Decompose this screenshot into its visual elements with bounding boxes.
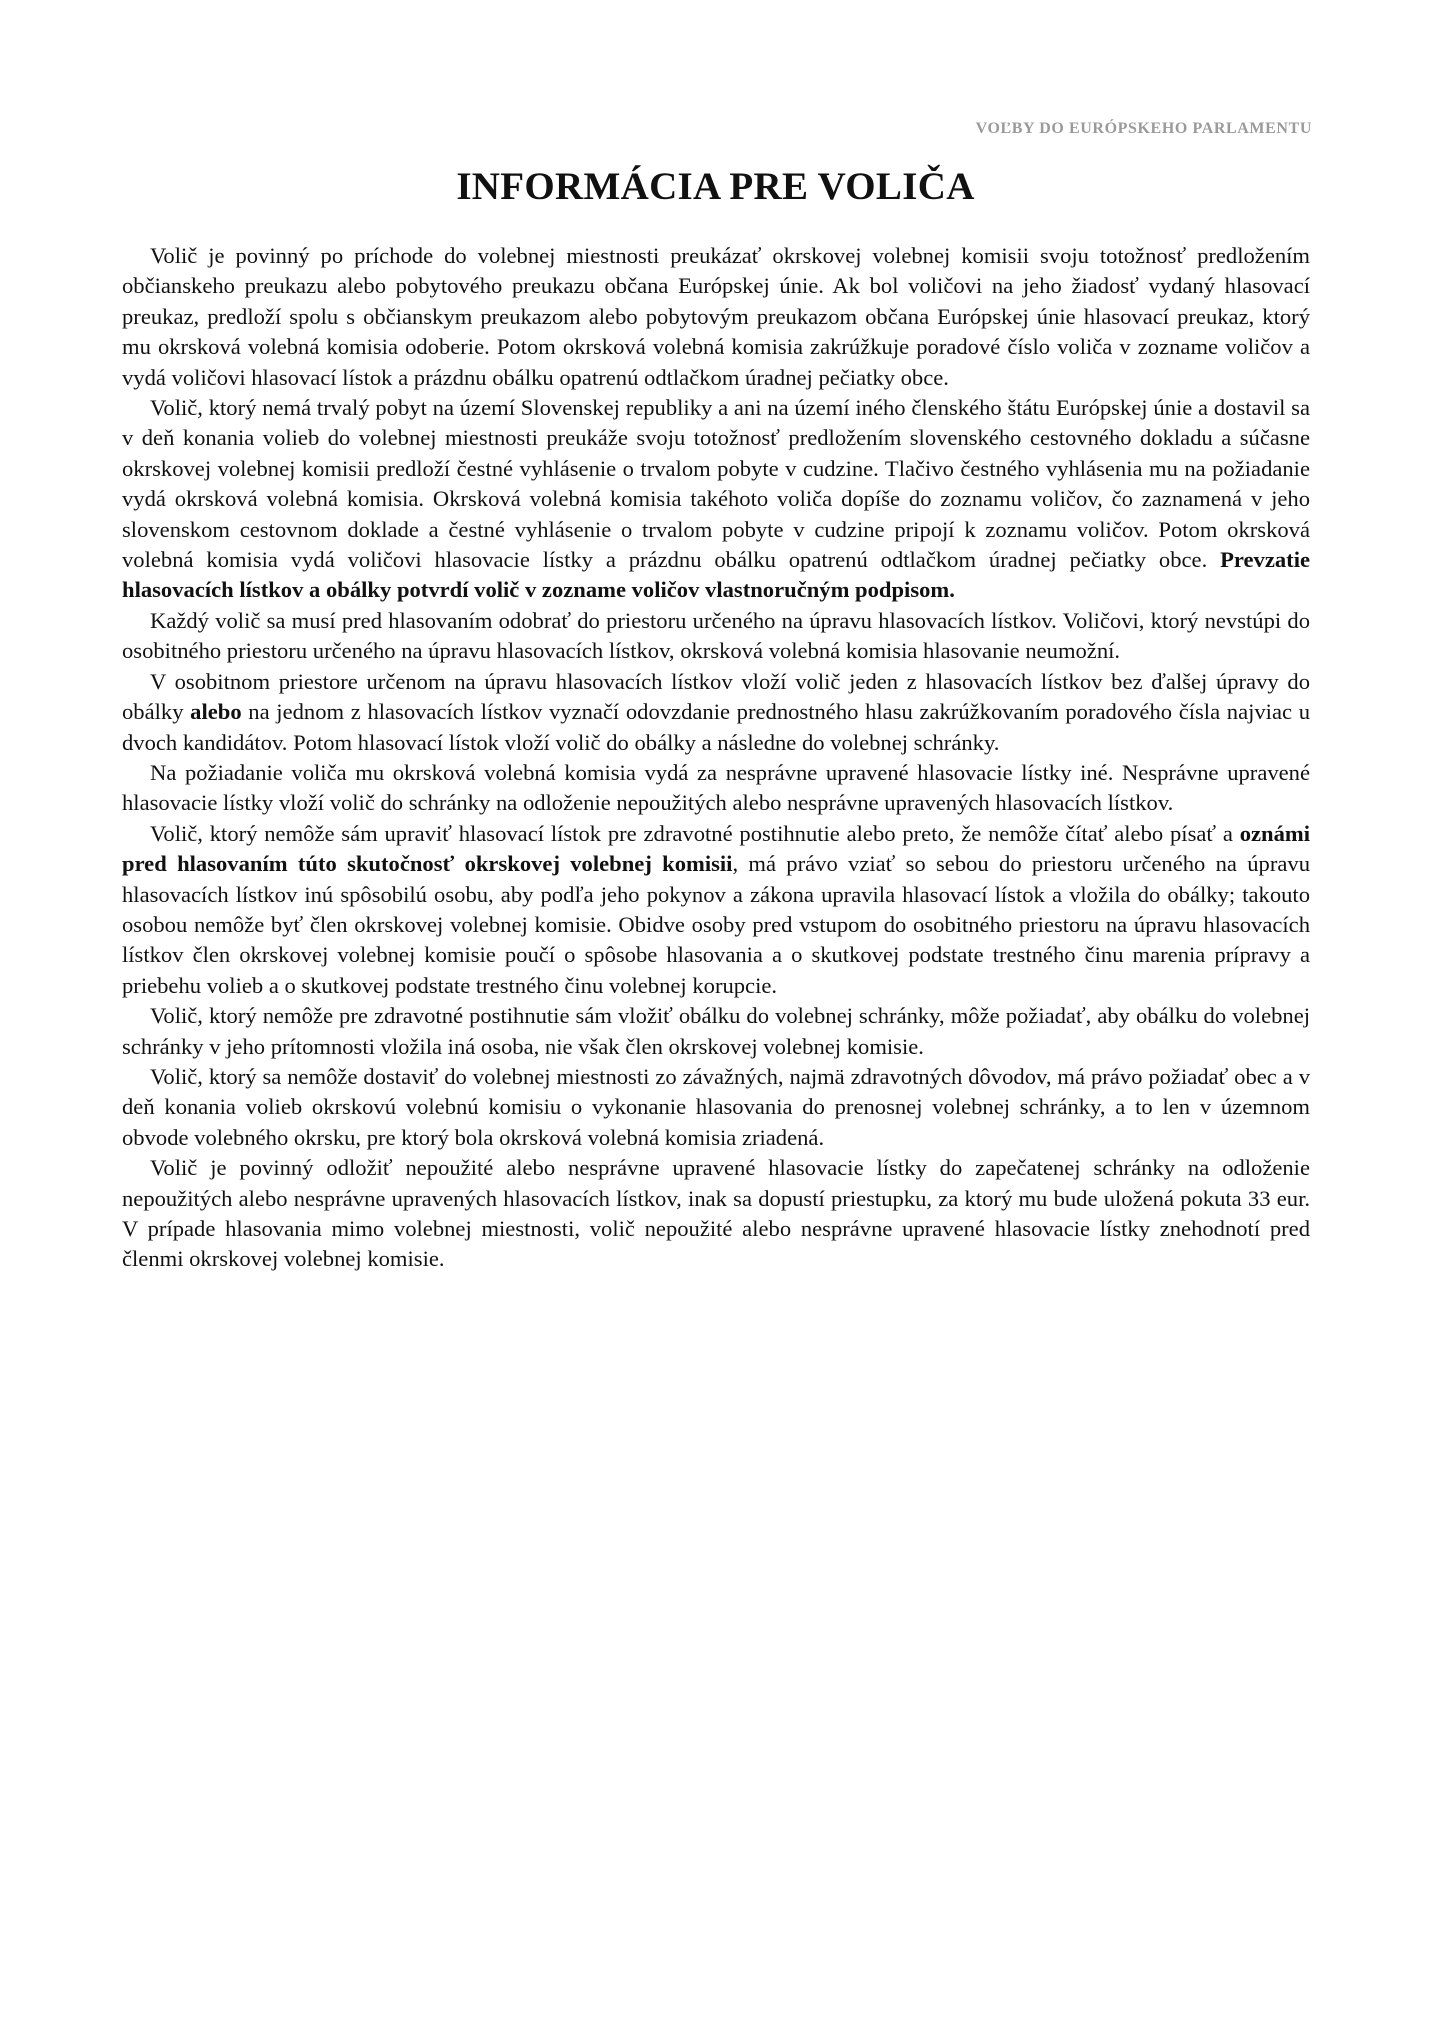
text-run: Na požiadanie voliča mu okrsková volebná komisia vydá za nesprávne upravené hlasovacie lístky iné. Nesprávne upravené hlasovacie lístky vloží volič do schránky na odloženie nepoužitých alebo nesprávne upravených hlasovacích lístkov. xyxy=(122,759,1310,816)
text-run: Volič, ktorý nemá trvalý pobyt na území Slovenskej republiky a ani na území iného členského štátu Európskej únie a dostavil sa v deň konania volieb do volebnej miestnosti preukáže svoju totožnosť predložením slovenského cestovného dokladu a súčasne okrskovej volebnej komisii predloží čestné vyhlásenie o trvalom pobyte v cudzine. Tlačivo čestného vyhlásenia mu na požiadanie vydá okrsková volebná komisia. Okrsková volebná komisia takéhoto voliča dopíše do zoznamu voličov, čo zaznamená v jeho slovenskom cestovnom doklade a čestné vyhlásenie o trvalom pobyte v cudzine pripojí k zoznamu voličov. Potom okrsková volebná komisia vydá voličovi hlasovacie lístky a prázdnu obálku opatrenú odtlačkom úradnej pečiatky obce. xyxy=(122,395,1310,573)
text-run: Volič je povinný odložiť nepoužité alebo nesprávne upravené hlasovacie lístky do zapečatenej schránky na odloženie nepoužitých alebo nesprávne upravených hlasovacích lístkov, inak sa dopustí priestupku, za ktorý mu bude uložená pokuta 33 eur. V prípade hlasovania mimo volebnej miestnosti, volič nepoužité alebo nesprávne upravené hlasovacie lístky znehodnotí pred členmi okrskovej volebnej komisie. xyxy=(122,1155,1310,1272)
text-run: Volič je povinný po príchode do volebnej miestnosti preukázať okrskovej volebnej komisii svoju totožnosť predložením občianskeho preukazu alebo pobytového preukazu občana Európskej únie. Ak bol voličovi na jeho žiadosť vydaný hlasovací preukaz, predloží spolu s občianskym preukazom alebo pobytovým preukazom občana Európskej únie hlasovací preukaz, ktorý mu okrsková volebná komisia odoberie. Potom okrsková volebná komisia zakrúžkuje poradové číslo voliča v zozname voličov a vydá voličovi hlasovací lístok a prázdnu obálku opatrenú odtlačkom úradnej pečiatky obce. xyxy=(122,243,1310,390)
text-run: Volič, ktorý nemôže sám upraviť hlasovací lístok pre zdravotné postihnutie alebo preto, že nemôže čítať alebo písať a xyxy=(150,820,1240,846)
page-title: INFORMÁCIA PRE VOLIČA xyxy=(456,165,975,208)
text-run: Volič, ktorý sa nemôže dostaviť do volebnej miestnosti zo závažných, najmä zdravotných dôvodov, má právo požiadať obec a v deň konania volieb okrskovú volebnú komisiu o vykonanie hlasovania do prenosnej volebnej schránky, a to len v územnom obvode volebného okrsku, pre ktorý bola okrsková volebná komisia zriadená. xyxy=(122,1063,1310,1150)
paragraph xyxy=(122,1001,1310,1062)
paragraph xyxy=(122,667,1310,758)
header-note: VOĽBY DO EURÓPSKEHO PARLAMENTU xyxy=(975,120,1312,137)
paragraph xyxy=(122,1153,1310,1275)
text-run: V osobitnom priestore určenom na úpravu hlasovacích lístkov vloží volič jeden z hlasovacích lístkov bez ďalšej úpravy do obálky xyxy=(122,668,1310,725)
bold-text-run: alebo xyxy=(190,699,242,725)
text-run: Volič, ktorý nemôže pre zdravotné postihnutie sám vložiť obálku do volebnej schránky, môže požiadať, aby obálku do volebnej schránky v jeho prítomnosti vložila iná osoba, nie však člen okrskovej volebnej komisie. xyxy=(122,1003,1310,1059)
paragraph xyxy=(122,393,1310,606)
paragraph xyxy=(122,606,1310,667)
bold-text-run: Prevzatie hlasovacích lístkov a obálky potvrdí volič v zozname voličov vlastnoručným podpisom. xyxy=(122,547,1310,603)
text-run: na jednom z hlasovacích lístkov vyznačí odovzdanie prednostného hlasu zakrúžkovaním poradového čísla najviac u dvoch kandidátov. Potom hlasovací lístok vloží volič do obálky a následne do volebnej schránky. xyxy=(122,699,1310,755)
bold-text-run: oznámi pred hlasovaním túto skutočnosť okrskovej volebnej komisii xyxy=(122,820,1310,877)
paragraph xyxy=(122,241,1310,393)
paragraph xyxy=(122,758,1310,819)
body-text xyxy=(122,241,1310,1275)
text-run: Každý volič sa musí pred hlasovaním odobrať do priestoru určeného na úpravu hlasovacích lístkov. Voličovi, ktorý nevstúpi do osobitného priestoru určeného na úpravu hlasovacích lístkov, okrsková volebná komisia hlasovanie neumožní. xyxy=(122,607,1310,664)
paragraph xyxy=(122,1062,1310,1153)
text-run: , má právo vziať so sebou do priestoru určeného na úpravu hlasovacích lístkov inú spôsobilú osobu, aby podľa jeho pokynov a zákona upravila hlasovací lístok a vložila do obálky; takouto osobou nemôže byť člen okrskovej volebnej komisie. Obidve osoby pred vstupom do osobitného priestoru na úpravu hlasovacích lístkov člen okrskovej volebnej komisie poučí o spôsobe hlasovania a o skutkovej podstate trestného činu marenia prípravy a priebehu volieb a o skutkovej podstate trestného činu volebnej korupcie. xyxy=(122,851,1310,998)
paragraph xyxy=(122,819,1310,1001)
